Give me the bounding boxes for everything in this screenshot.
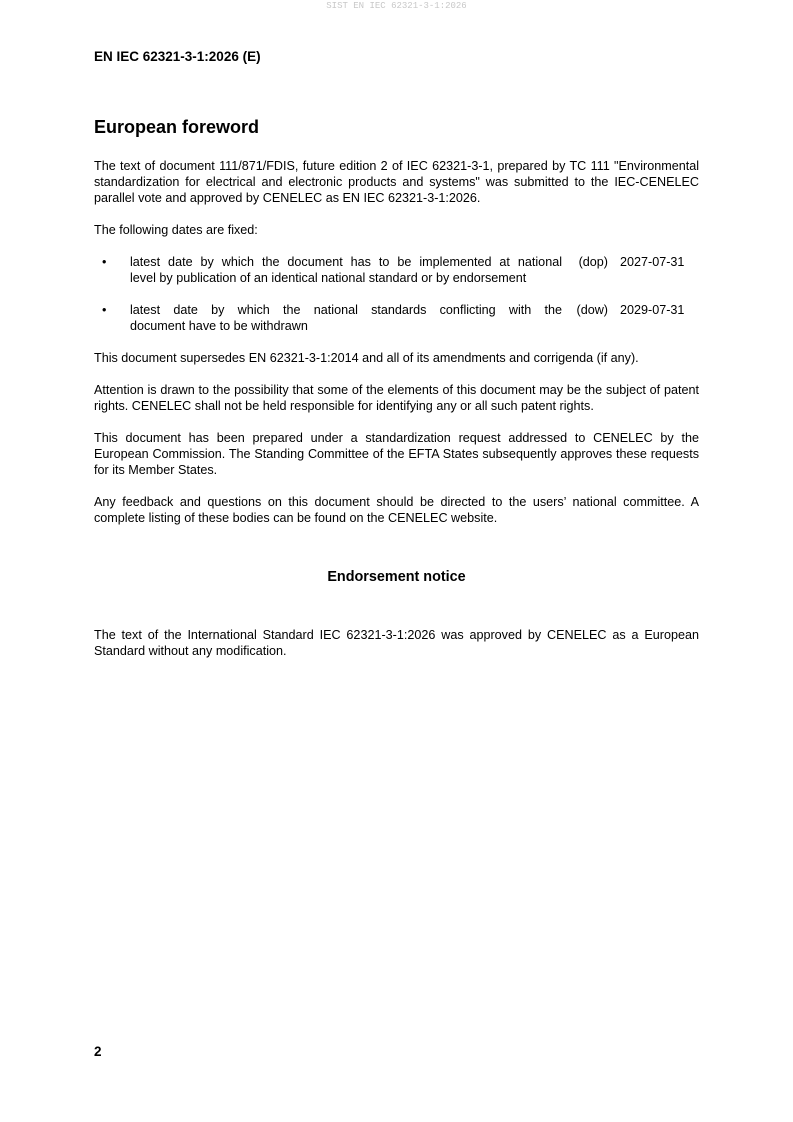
date-description <box>130 254 562 286</box>
date-description-line1: latest date by which the document has to be implemented at national <box>130 255 562 269</box>
patent-paragraph: Attention is drawn to the possibility that some of the elements of this document may be the subject of patent rights. CENELEC shall not be held responsible for identifying any or all such patent rights. <box>94 383 699 413</box>
date-code: (dow) <box>576 303 608 317</box>
intro-paragraph: The text of document 111/871/FDIS, future edition 2 of IEC 62321-3-1, prepared by TC 111 "Environmental standardization for electrical and electronic products and systems" was submitted to the IEC-CENELEC parallel vote and approved by CENELEC as EN IEC 62321-3-1:2026. <box>94 159 699 205</box>
standardization-request-paragraph: This document has been prepared under a standardization request addressed to CENELEC by the European Commission. The Standing Committee of the EFTA States subsequently approves these requests for its Member States. <box>94 431 699 477</box>
page-number: 2 <box>94 1044 102 1059</box>
endorsement-title: Endorsement notice <box>327 569 466 585</box>
date-description-line2: level by publication of an identical national standard or by endorsement <box>130 271 527 285</box>
section-title: European foreword <box>94 117 260 137</box>
date-description <box>130 302 562 334</box>
date-value: 2027-07-31 <box>620 255 685 269</box>
date-value: 2029-07-31 <box>620 303 685 317</box>
watermark: SIST EN IEC 62321-3-1:2026 <box>326 1 467 11</box>
date-code: (dop) <box>578 255 608 269</box>
date-row-dop <box>94 254 699 288</box>
bullet: • <box>102 255 107 269</box>
dates-intro-paragraph: The following dates are fixed: <box>94 223 258 237</box>
feedback-paragraph: Any feedback and questions on this document should be directed to the users’ national committee. A complete listing of these bodies can be found on the CENELEC website. <box>94 495 699 525</box>
supersedes-paragraph: This document supersedes EN 62321-3-1:2014 and all of its amendments and corrigenda (if any). <box>94 351 639 365</box>
date-row-dow <box>94 302 699 336</box>
bullet: • <box>102 303 107 317</box>
endorsement-paragraph: The text of the International Standard IEC 62321-3-1:2026 was approved by CENELEC as a European Standard without any modification. <box>94 628 699 658</box>
date-description-line2: document have to be withdrawn <box>130 319 308 333</box>
date-description-line1: latest date by which the national standards conflicting with the <box>130 303 562 317</box>
document-id-header: EN IEC 62321-3-1:2026 (E) <box>94 49 261 64</box>
